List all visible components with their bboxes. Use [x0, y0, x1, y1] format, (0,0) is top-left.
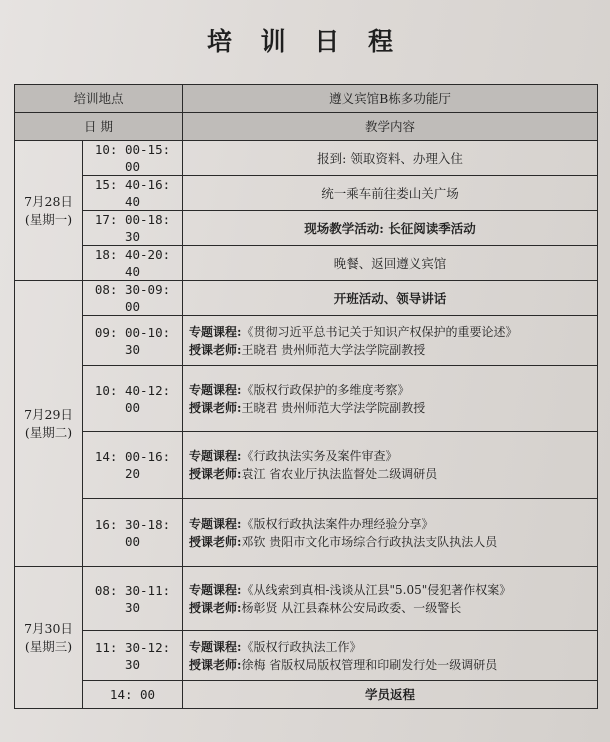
- time-cell: 17: 00-18: 30: [83, 211, 183, 246]
- weekday-text: (星期二): [24, 424, 73, 440]
- table-row: [15, 141, 598, 176]
- teacher-name: 杨彰贤 从江县森林公安局政委、一级警长: [241, 600, 462, 615]
- course-cell: [183, 631, 598, 681]
- page-title: 培 训 日 程: [206, 27, 404, 56]
- course-label: 专题课程:: [189, 582, 242, 597]
- time-cell: 11: 30-12: 30: [83, 631, 183, 681]
- teacher-label: 授课老师:: [189, 657, 242, 672]
- date-cell: [15, 567, 83, 709]
- course-label: 专题课程:: [189, 516, 242, 531]
- teacher-name: 徐梅 省版权局版权管理和印刷发行处一级调研员: [241, 657, 498, 672]
- date-column-header: 日 期: [15, 113, 183, 141]
- table-row: [15, 631, 598, 681]
- header-row-columns: [15, 113, 598, 141]
- time-cell: 14: 00: [83, 681, 183, 709]
- time-cell: 10: 00-15: 00: [83, 141, 183, 176]
- time-cell: 15: 40-16: 40: [83, 176, 183, 211]
- course-cell: [183, 499, 598, 567]
- course-title: 《从线索到真相-浅谈从江县"5.05"侵犯著作权案》: [241, 582, 512, 597]
- course-label: 专题课程:: [189, 639, 242, 654]
- location-value: 遵义宾馆B栋多功能厅: [183, 85, 598, 113]
- date-text: 7月30日: [24, 620, 73, 636]
- date-cell: [15, 141, 83, 281]
- course-cell: [183, 366, 598, 432]
- date-text: 7月28日: [24, 193, 73, 209]
- course-title: 《贯彻习近平总书记关于知识产权保护的重要论述》: [241, 324, 518, 339]
- weekday-text: (星期三): [24, 638, 73, 654]
- table-row: [15, 281, 598, 316]
- teacher-name: 袁江 省农业厅执法监督处二级调研员: [241, 467, 438, 481]
- teacher-name: 王晓君 贵州师范大学法学院副教授: [241, 400, 426, 415]
- time-cell: 09: 00-10: 30: [83, 316, 183, 366]
- content-cell: 学员返程: [183, 681, 598, 709]
- time-cell: 08: 30-11: 30: [83, 567, 183, 631]
- course-title: 《行政执法实务及案件审查》: [241, 449, 398, 463]
- table-row: [15, 246, 598, 281]
- teacher-name: 邓钦 贵阳市文化市场综合行政执法支队执法人员: [241, 534, 498, 549]
- table-row: [15, 432, 598, 499]
- weekday-text: (星期一): [24, 211, 73, 227]
- course-cell: [183, 432, 598, 499]
- teacher-label: 授课老师:: [189, 600, 242, 615]
- table-row: [15, 681, 598, 709]
- teacher-name: 王晓君 贵州师范大学法学院副教授: [241, 342, 426, 357]
- content-cell: 开班活动、领导讲话: [183, 281, 598, 316]
- table-row: [15, 176, 598, 211]
- content-cell: 现场教学活动: 长征阅读季活动: [183, 211, 598, 246]
- course-label: 专题课程:: [189, 382, 242, 397]
- time-cell: 18: 40-20: 40: [83, 246, 183, 281]
- time-cell: 14: 00-16: 20: [83, 432, 183, 499]
- date-text: 7月29日: [24, 406, 73, 422]
- date-cell: [15, 281, 83, 567]
- content-cell: 报到: 领取资料、办理入住: [183, 141, 598, 176]
- content-cell: 统一乘车前往娄山关广场: [183, 176, 598, 211]
- course-title: 《版权行政保护的多维度考察》: [241, 382, 410, 397]
- table-row: [15, 316, 598, 366]
- table-row: [15, 499, 598, 567]
- time-cell: 16: 30-18: 00: [83, 499, 183, 567]
- content-column-header: 教学内容: [183, 113, 598, 141]
- location-label: 培训地点: [15, 85, 183, 113]
- teacher-label: 授课老师:: [189, 534, 242, 549]
- course-label: 专题课程:: [189, 449, 242, 463]
- course-title: 《版权行政执法工作》: [241, 639, 362, 654]
- time-cell: 10: 40-12: 00: [83, 366, 183, 432]
- course-cell: [183, 567, 598, 631]
- table-row: [15, 567, 598, 631]
- table-row: [15, 366, 598, 432]
- teacher-label: 授课老师:: [189, 467, 242, 481]
- header-row-location: [15, 85, 598, 113]
- schedule-table: [14, 84, 598, 709]
- time-cell: 08: 30-09: 00: [83, 281, 183, 316]
- course-title: 《版权行政执法案件办理经验分享》: [241, 516, 434, 531]
- course-cell: [183, 316, 598, 366]
- content-cell: 晚餐、返回遵义宾馆: [183, 246, 598, 281]
- course-label: 专题课程:: [189, 324, 242, 339]
- teacher-label: 授课老师:: [189, 342, 242, 357]
- table-row: [15, 211, 598, 246]
- teacher-label: 授课老师:: [189, 400, 242, 415]
